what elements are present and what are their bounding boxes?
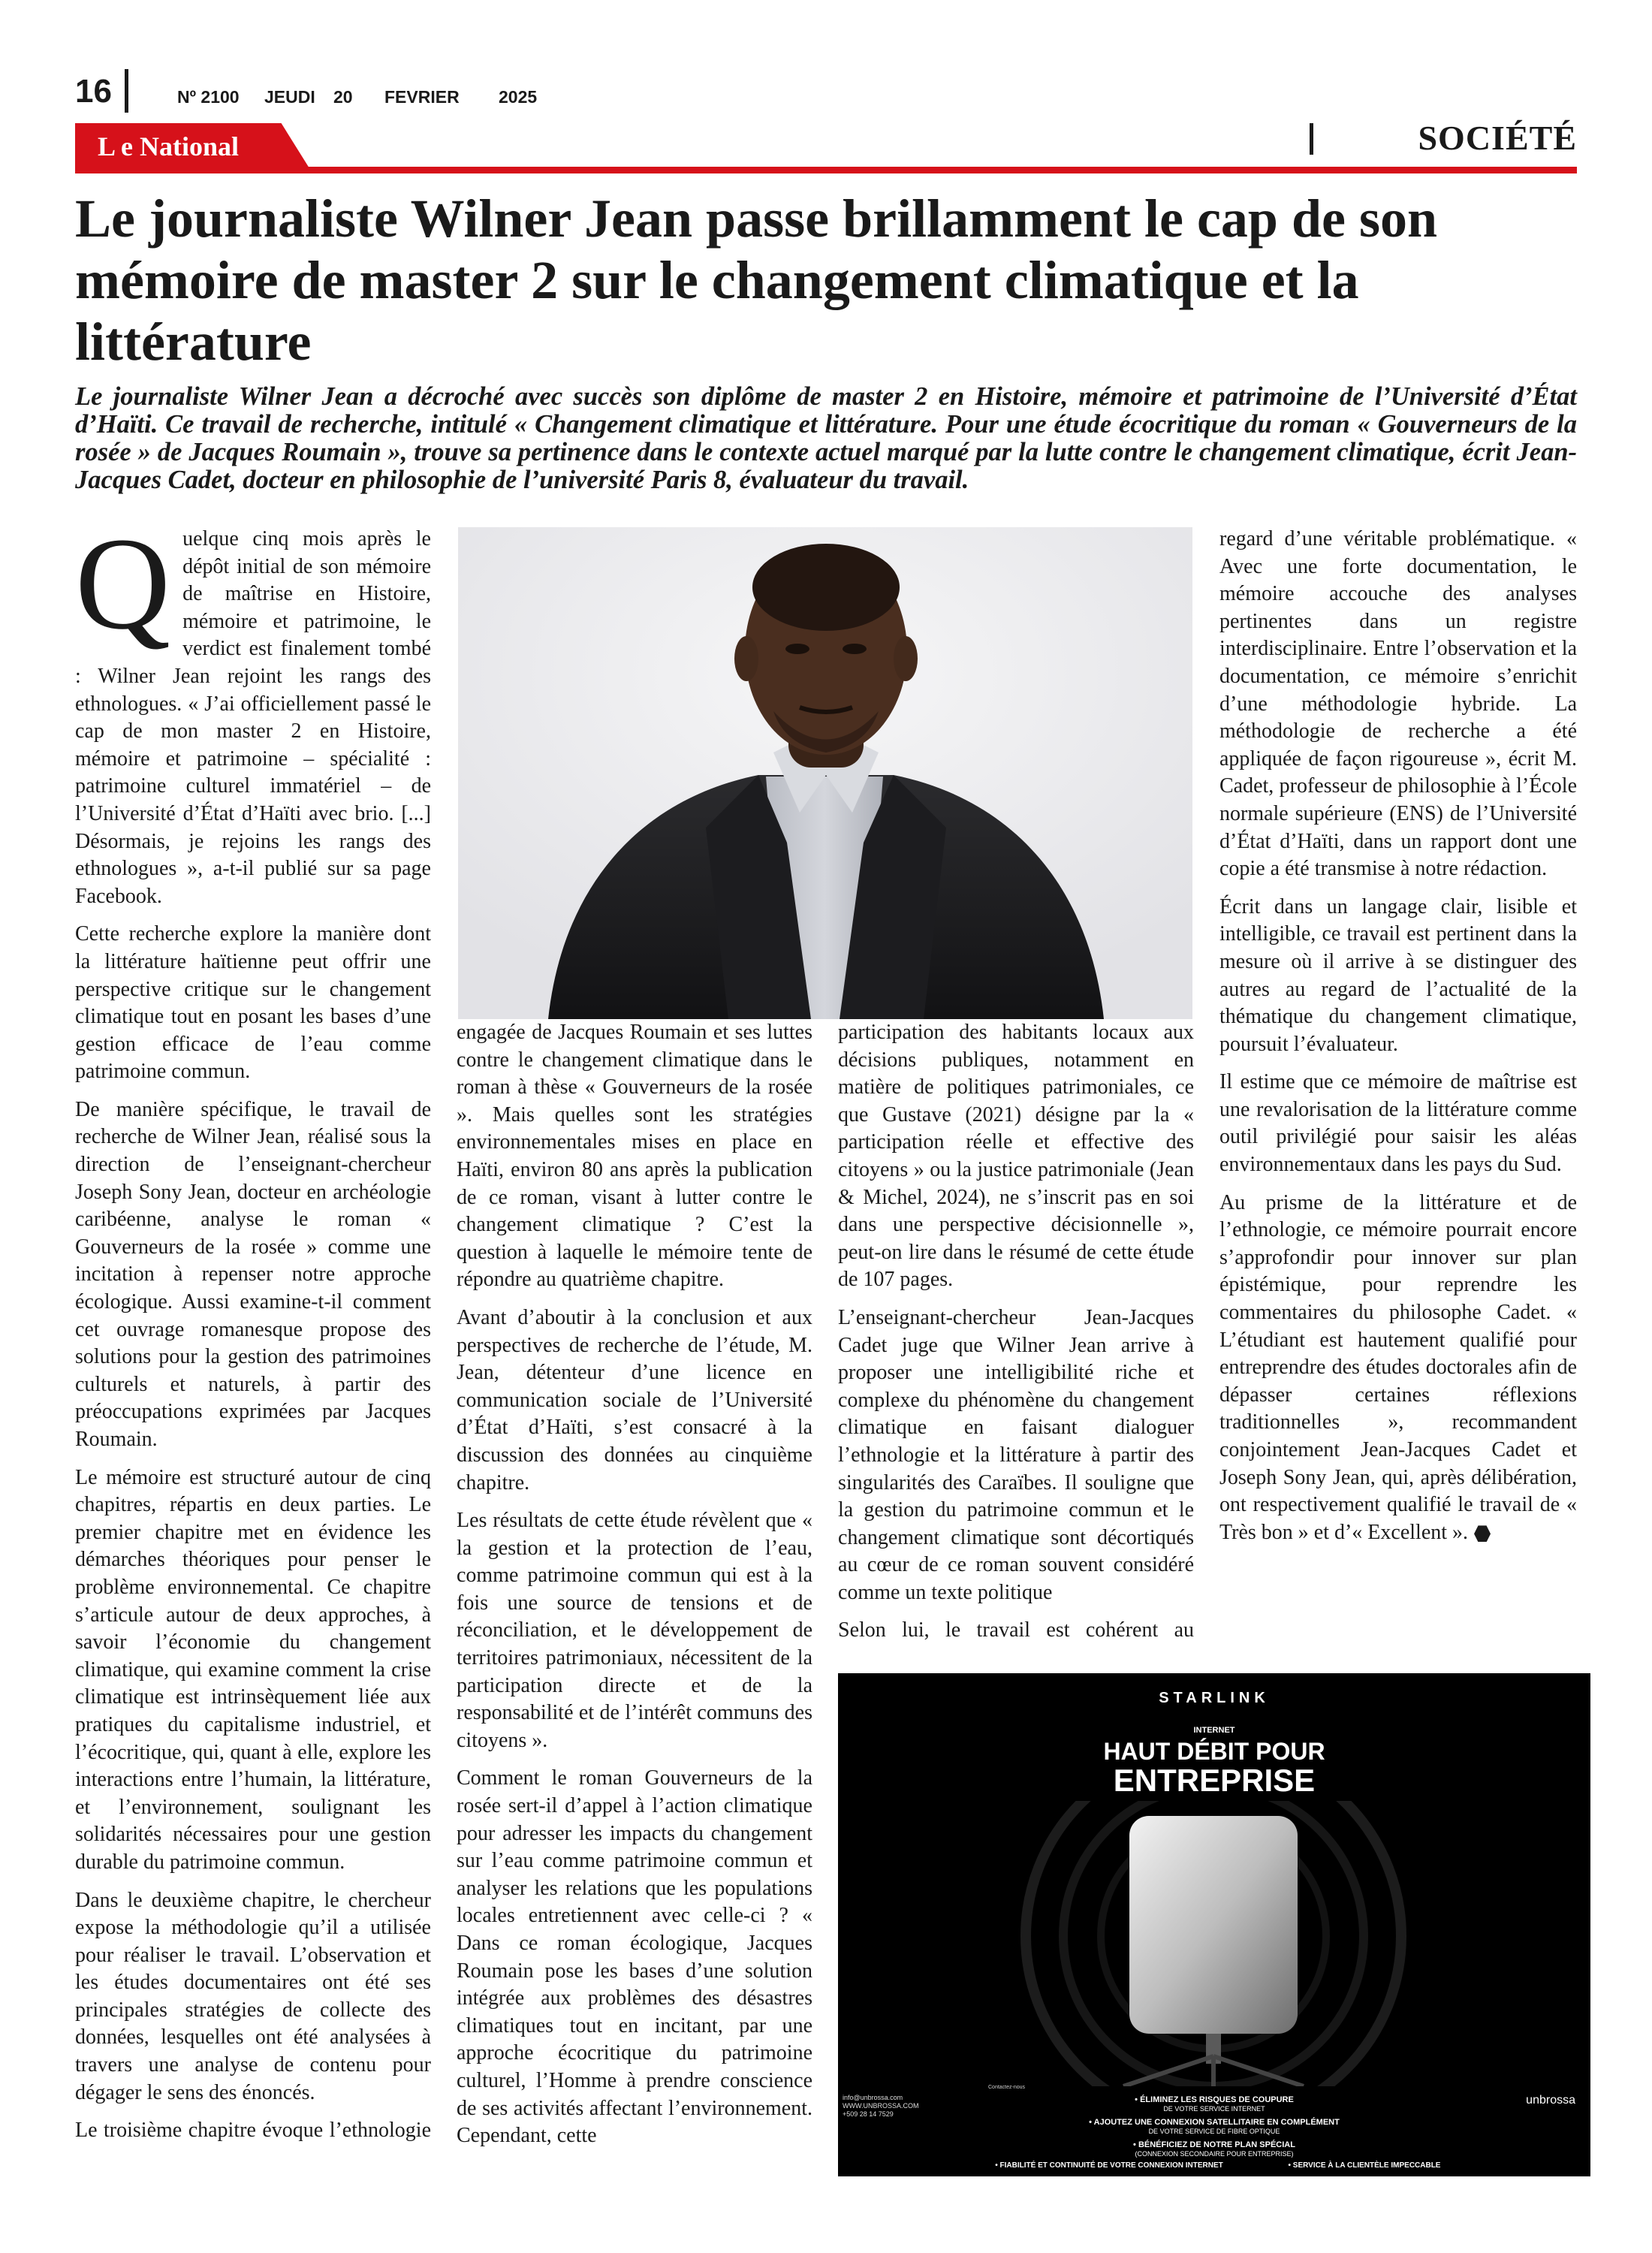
- issue-month: FEVRIER: [384, 87, 460, 107]
- article-standfirst: Le journaliste Wilner Jean a décroché avec succès son diplôme de master 2 en Histoire, mémoire et patrimoine de l’Université d’État d’Haïti. Ce travail de recherche, intitulé « Changement climatique et littérature. Pour une étude écocritique du roman « Gouverneurs de la rosée » de Jacques Roumain », trouve sa pertinence dans le contexte actuel marqué par la lutte contre le changement climatique, écrit Jean-Jacques Cadet, docteur en philosophie de l’université Paris 8, évaluateur du travail.: [75, 382, 1577, 494]
- ad-contact-email[interactable]: info@unbrossa.com: [843, 2094, 903, 2101]
- article-column-4: [1219, 526, 1577, 1557]
- ad-bullet: • BÉNÉFICIEZ DE NOTRE PLAN SPÉCIAL: [1133, 2140, 1295, 2149]
- ad-title-line-2: ENTREPRISE: [1113, 1763, 1316, 1798]
- issue-year: 2025: [499, 87, 538, 107]
- article-column-2: [457, 1019, 812, 2161]
- issue-date: 20: [333, 87, 353, 107]
- article-paragraph: Le mémoire est structuré autour de cinq chapitres, répartis en deux parties. Le premier chapitre met en évidence les démarches théoriques pour penser le problème environnemental. Ce chapitre s’articule autour de deux approches, à savoir l’économie du changement climatique, qui examine comment la crise climatique est intrinsèquement liée aux pratiques du capitalisme industriel, et l’écocritique, qui, quant à elle, explore les interactions entre l’humain, la littérature, et l’environnement, soulignant les solidarités nécessaires pour une gestion durable du patrimoine commun.: [75, 1465, 431, 1874]
- issue-number: Nº 2100: [177, 87, 240, 107]
- ad-bullet: • FIABILITÉ ET CONTINUITÉ DE VOTRE CONNEXION INTERNET: [995, 2161, 1223, 2170]
- article-paragraph: De manière spécifique, le travail de recherche de Wilner Jean, réalisé sous la direction de l’enseignant-chercheur Joseph Sony Jean, docteur en archéologie caribéenne, analyse le roman « Gouverneurs de la rosée » comme une incitation à repenser notre approche écologique. Aussi examine-t-il comment cet ouvrage romanesque propose des solutions pour la gestion des patrimoines culturels et naturels, à partir des préoccupations exprimées par Jacques Roumain.: [75, 1097, 431, 1451]
- article-paragraph: Avant d’aboutir à la conclusion et aux perspectives de recherche de l’étude, M. Jean, détenteur d’une licence en communication sociale de l’Université d’État d’Haïti, s’est consacré à la discussion des données au cinquième chapitre.: [457, 1305, 812, 1494]
- drop-cap: Q: [75, 511, 171, 657]
- article-paragraph: engagée de Jacques Roumain et ses luttes contre le changement climatique dans le roman à thèse « Gouverneurs de la rosée ». Mais quelles sont les stratégies environnementales mises en place en Haïti, environ 80 ans après la publication de ce roman, visant à lutter contre le changement climatique ? C’est la question à laquelle le mémoire tente de répondre au quatrième chapitre.: [457, 1021, 812, 1292]
- ad-bullet-sub: (CONNEXION SECONDAIRE POUR ENTREPRISE): [1135, 2150, 1294, 2158]
- article-paragraph: regard d’une véritable problématique. « Avec une forte documentation, le mémoire accouche des analyses pertinentes dans un registre interdisciplinaire. Entre l’observation et la documentation, ce mémoire s’enrichit d’une méthodologie hybride. La méthodologie de recherche a été appliquée de façon rigoureuse », écrit M. Cadet, professeur de philosophie à l’École normale supérieure (ENS) de l’Université d’État d’Haïti, dans un rapport dont une copie a été transmise à notre rédaction.: [1219, 527, 1577, 881]
- ad-bullet: • SERVICE À LA CLIENTÈLE IMPECCABLE: [1288, 2161, 1441, 2170]
- section-rule: [75, 167, 1577, 173]
- ad-bullet: • ÉLIMINEZ LES RISQUES DE COUPURE: [1135, 2095, 1294, 2104]
- article-paragraph: [1219, 1190, 1577, 1547]
- ad-contact-web[interactable]: WWW.UNBROSSA.COM: [843, 2102, 919, 2110]
- page-number-divider: [125, 69, 128, 113]
- ad-contact-label: Contactez-nous: [988, 2085, 1026, 2090]
- section-title: SOCIÉTÉ: [1418, 119, 1577, 157]
- starlink-advertisement[interactable]: [838, 1673, 1590, 2176]
- article-headline: Le journaliste Wilner Jean passe brillamment le cap de son mémoire de master 2 sur le changement climatique et la littérature: [75, 189, 1438, 372]
- ad-contact-block: [988, 2085, 1025, 2091]
- article-paragraph: [75, 511, 431, 910]
- article-paragraph: Les résultats de cette étude révèlent que « la gestion et la protection de l’eau, comme patrimoine commun qui est à la fois une source de tensions et de réconciliation, et le développement de territoires patrimoniaux, nécessitent de la participation directe et de la responsabilité et de l’intérêt communs des citoyens ».: [457, 1509, 812, 1752]
- page-number: 16: [75, 73, 112, 110]
- article-paragraph: Le troisième chapitre évoque l’ethnologie: [75, 2119, 431, 2143]
- article-paragraph: Selon lui, le travail est cohérent au: [838, 1618, 1194, 1642]
- ad-contact[interactable]: [843, 2094, 970, 2119]
- article-paragraph: Écrit dans un langage clair, lisible et intelligible, ce travail est pertinent dans la mesure où il arrive à se distinguer des autres au regard de l’actualité de la thématique du changement climatique, poursuit l’évaluateur.: [1219, 894, 1577, 1056]
- paragraph-text: uelque cinq mois après le dépôt initial de son mémoire de maîtrise en Histoire, mémoire et patrimoine, le verdict est finalement tombé : Wilner Jean rejoint les rangs des ethnologues. « J’ai officiellement passé le cap de mon master 2 en Histoire, mémoire et patrimoine – spécialité : patrimoine culturel immatériel – de l’Université d’État d’Haïti avec brio. [...] Désormais, je rejoins les rangs des ethnologues », a-t-il publié sur sa page Facebook.: [75, 527, 431, 908]
- issue-day: JEUDI: [264, 87, 315, 107]
- newspaper-brand: L e National: [98, 131, 240, 161]
- ad-contact-phone[interactable]: +509 28 14 7529: [843, 2110, 894, 2118]
- satellite-dish-icon: [988, 1801, 1439, 2086]
- ad-kicker: INTERNET: [1193, 1726, 1235, 1735]
- article-paragraph: Il estime que ce mémoire de maîtrise est une revalorisation de la littérature comme outil privilégié pour saisir les aléas environnementaux dans les pays du Sud.: [1219, 1070, 1577, 1177]
- article-paragraph: L’enseignant-chercheur Jean-Jacques Cadet juge que Wilner Jean arrive à proposer une intelligibilité riche et complexe du phénomène du changement climatique en faisant dialoguer l’ethnologie et la littérature à partir des singularités des Caraïbes. Il souligne que la gestion du patrimoine commun et le changement climatique sont décortiqués au cœur de ce roman souvent considéré comme un texte politique: [838, 1305, 1194, 1604]
- article-end-mark-icon: [1474, 1525, 1491, 1542]
- ad-company-logo: unbrossa: [1526, 2094, 1575, 2107]
- article-paragraph: Comment le roman Gouverneurs de la rosée sert-il d’appel à l’action climatique pour adresser les impacts du changement sur l’eau comme patrimoine commun et analyser les relations que les populations locales entretiennent avec celle-ci ? « Dans ce roman écologique, Jacques Roumain pose les bases d’une solution intégrée aux problèmes des désastres climatiques tout en incitant, par une approche écocritique du patrimoine culturel, l’Homme à prendre conscience de ses activités affectant l’environnement. Cependant, cette: [457, 1766, 812, 2148]
- ad-title-line-1: HAUT DÉBIT POUR: [1103, 1738, 1325, 1765]
- ad-bullet-sub: DE VOTRE SERVICE INTERNET: [1163, 2105, 1265, 2113]
- article-column-3: [838, 1019, 1194, 1655]
- ad-bullet: • AJOUTEZ UNE CONNEXION SATELLITAIRE EN COMPLÉMENT: [1089, 2118, 1340, 2127]
- ad-brand: STARLINK: [1159, 1690, 1270, 1706]
- ad-bullet-sub: DE VOTRE SERVICE DE FIBRE OPTIQUE: [1148, 2128, 1280, 2135]
- paragraph-text: Au prisme de la littérature et de l’ethnologie, ce mémoire pourrait encore s’approfondir pour innover sur plan épistémique, pour reprendre les commentaires du philosophe Cadet. « L’étudiant est hautement qualifié pour entreprendre des études doctorales afin de dépasser certaines réflexions traditionnelles », recommandent conjointement Jean-Jacques Cadet et Joseph Sony Jean, qui, après délibération, ont respectivement qualifié le travail de « Très bon » et d’« Excellent ».: [1219, 1190, 1577, 1544]
- portrait-photo: [458, 527, 1192, 1019]
- article-paragraph: Cette recherche explore la manière dont la littérature haïtienne peut offrir une perspective critique sur le changement climatique tout en posant les bases d’une gestion efficace de l’eau comme patrimoine commun.: [75, 922, 431, 1084]
- portrait-illustration: [458, 527, 1192, 1019]
- article-column-1: [75, 511, 431, 2155]
- article-paragraph: participation des habitants locaux aux décisions publiques, notamment en matière de politiques patrimoniales, ce que Gustave (2021) désigne par la « participation réelle et effective des citoyens » ou la justice patrimoniale (Jean & Michel, 2024), ne s’inscrit pas en soi dans une perspective décisionnelle », peut-on lire dans le résumé de cette étude de 107 pages.: [838, 1021, 1194, 1292]
- section-divider: [1310, 123, 1313, 155]
- article-paragraph: Dans le deuxième chapitre, le chercheur expose la méthodologie qu’il a utilisée pour réaliser le travail. L’observation et les études documentaires ont été ses principales stratégies de collecte des données, lesquelles ont été analysées à travers une analyse de contenu pour dégager le sens des énoncés.: [75, 1888, 431, 2104]
